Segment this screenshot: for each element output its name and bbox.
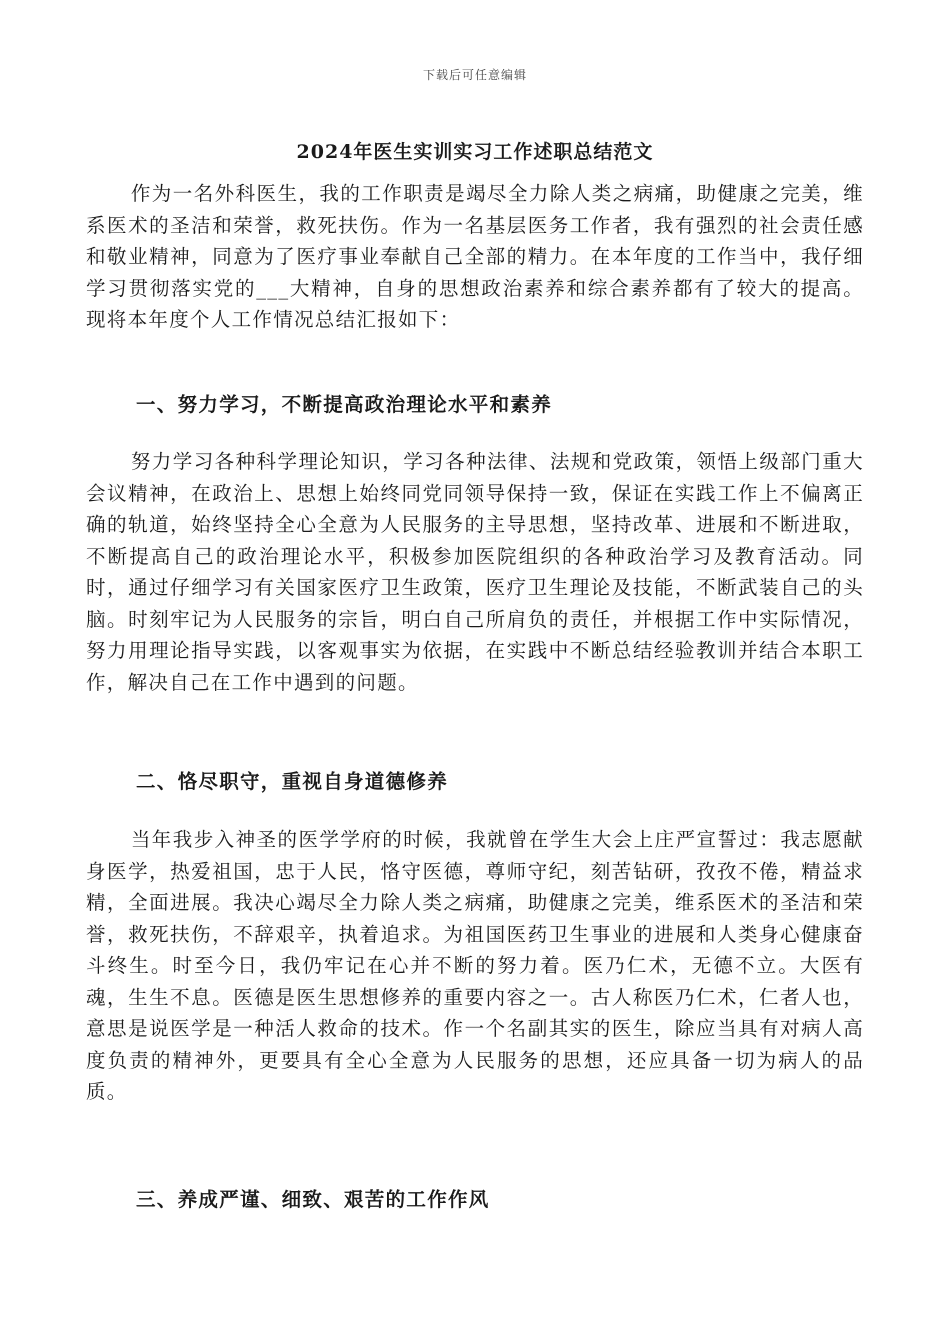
section-heading-2: 二、恪尽职守，重视自身道德修养 [136, 770, 449, 793]
section-heading-3: 三、养成严谨、细致、艰苦的工作作风 [136, 1188, 490, 1211]
section-1-paragraph: 努力学习各种科学理论知识，学习各种法律、法规和党政策，领悟上级部门重大会议精神，在政治上、思想上始终同党同领导保持一致，保证在实践工作上不偏离正确的轨道，始终坚持全心全意为人民服务的主导思想，坚持改革、进展和不断进取，不断提高自己的政治理论水平，积极参加医院组织的各种政治学习及教育活动。同时，通过仔细学习有关国家医疗卫生政策，医疗卫生理论及技能，不断武装自己的头脑。时刻牢记为人民服务的宗旨，明白自己所肩负的责任，并根据工作中实际情况，努力用理论指导实践，以客观事实为依据，在实践中不断总结经验教训并结合本职工作，解决自己在工作中遇到的问题。 [86, 450, 864, 694]
section-heading-1: 一、努力学习，不断提高政治理论水平和素养 [136, 393, 553, 416]
intro-paragraph: 作为一名外科医生，我的工作职责是竭尽全力除人类之病痛，助健康之完美，维系医术的圣洁和荣誉，救死扶伤。作为一名基层医务工作者，我有强烈的社会责任感和敬业精神，同意为了医疗事业奉献自己全部的精力。在本年度的工作当中，我仔细学习贯彻落实党的___大精神，自身的思想政治素养和综合素养都有了较大的提高。现将本年度个人工作情况总结汇报如下： [86, 182, 864, 331]
section-2-paragraph: 当年我步入神圣的医学学府的时候，我就曾在学生大会上庄严宣誓过：我志愿献身医学，热爱祖国，忠于人民，恪守医德，尊师守纪，刻苦钻研，孜孜不倦，精益求精，全面进展。我决心竭尽全力除人类之病痛，助健康之完美，维系医术的圣洁和荣誉，救死扶伤，不辞艰辛，执着追求。为祖国医药卫生事业的进展和人类身心健康奋斗终生。时至今日，我仍牢记在心并不断的努力着。医乃仁术，无德不立。大医有魂，生生不息。医德是医生思想修养的重要内容之一。古人称医乃仁术，仁者人也，意思是说医学是一种活人救命的技术。作一个名副其实的医生，除应当具有对病人高度负责的精神外，更要具有全心全意为人民服务的思想，还应具备一切为病人的品质。 [86, 828, 864, 1103]
document-title: 2024年医生实训实习工作述职总结范文 [296, 140, 654, 163]
header-note: 下载后可任意编辑 [422, 68, 527, 82]
